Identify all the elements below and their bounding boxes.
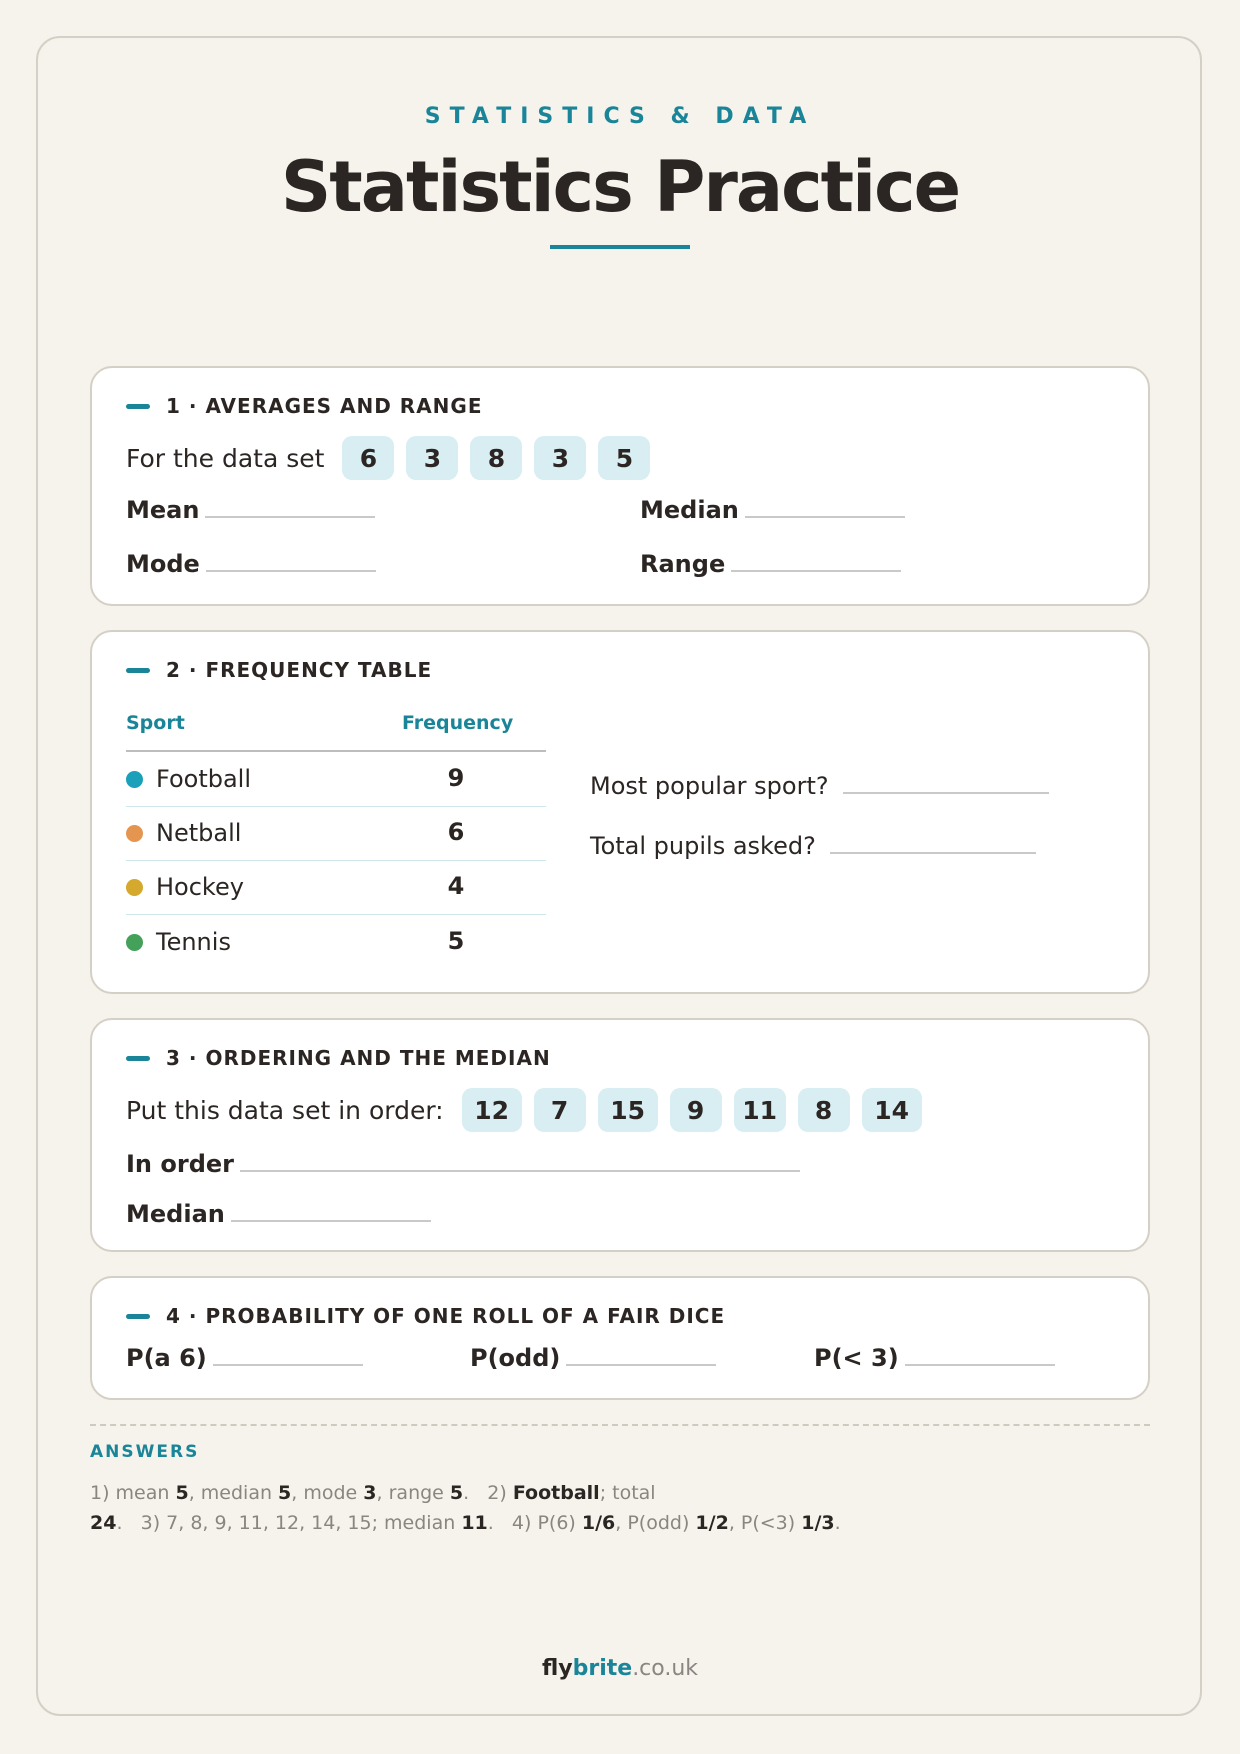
section-frequency-card <box>90 630 1150 994</box>
p-less-three-answer-line[interactable] <box>905 1364 1055 1366</box>
data-chip: 12 <box>462 1088 522 1132</box>
heading-dash <box>126 1056 150 1061</box>
question-text: Total pupils asked? <box>590 832 816 860</box>
section-heading <box>126 1046 551 1070</box>
sport-color-dot <box>126 879 143 896</box>
range-field <box>640 550 901 578</box>
answers-text: 1) mean 5, median 5, mode 3, range 5. 2) Football; total 24. 3) 7, 8, 9, 11, 12, 14, 15; median 11. 4) P(6) 1/6, P(odd) 1/2, P(<3) 1/3. <box>90 1482 841 1534</box>
mean-answer-line[interactable] <box>205 516 375 518</box>
section-median-card <box>90 1018 1150 1252</box>
mean-field <box>126 496 375 524</box>
sport-name: Netball <box>156 819 242 847</box>
median-label: Median <box>126 1200 225 1228</box>
data-chip: 3 <box>534 436 586 480</box>
data-set-row <box>126 436 662 480</box>
sport-frequency: 9 <box>447 764 465 792</box>
data-chip: 11 <box>734 1088 786 1132</box>
footer-brand <box>0 1656 1240 1681</box>
section-averages-card <box>90 366 1150 606</box>
median-field <box>640 496 905 524</box>
mode-answer-line[interactable] <box>206 570 376 572</box>
sport-color-dot <box>126 934 143 951</box>
section-heading-text: 3 · ORDERING AND THE MEDIAN <box>166 1046 551 1070</box>
page-kicker: STATISTICS & DATA <box>424 104 816 129</box>
p-less-three-field <box>814 1344 1055 1372</box>
column-header-frequency: Frequency <box>402 712 514 734</box>
sport-frequency: 6 <box>447 818 465 846</box>
sport-frequency: 5 <box>447 927 465 955</box>
data-chip: 15 <box>598 1088 658 1132</box>
brand-fly: fly <box>541 1656 573 1681</box>
sport-name: Football <box>156 765 252 793</box>
in-order-field <box>126 1150 800 1178</box>
median-field <box>126 1200 431 1228</box>
data-chip: 5 <box>598 436 650 480</box>
range-answer-line[interactable] <box>731 570 901 572</box>
data-chip: 6 <box>342 436 394 480</box>
sport-name: Hockey <box>156 873 244 901</box>
section-heading-text: 2 · FREQUENCY TABLE <box>166 658 433 682</box>
data-chip: 7 <box>534 1088 586 1132</box>
data-chip: 8 <box>798 1088 850 1132</box>
heading-dash <box>126 1314 150 1319</box>
data-chip: 8 <box>470 436 522 480</box>
section-heading <box>126 394 483 418</box>
question-text: Most popular sport? <box>590 772 829 800</box>
popular-sport-answer-line[interactable] <box>843 792 1049 794</box>
in-order-answer-line[interactable] <box>240 1170 800 1172</box>
sport-color-dot <box>126 771 143 788</box>
section-heading <box>126 1304 725 1328</box>
section-probability-card <box>90 1276 1150 1400</box>
p-odd-field <box>470 1344 716 1372</box>
mean-label: Mean <box>126 496 200 524</box>
table-row <box>126 915 546 969</box>
section-heading-text: 4 · PROBABILITY OF ONE ROLL OF A FAIR DICE <box>166 1304 726 1328</box>
table-row <box>126 806 546 861</box>
p-odd-answer-line[interactable] <box>566 1364 716 1366</box>
heading-dash <box>126 404 150 409</box>
in-order-label: In order <box>126 1150 234 1178</box>
section-heading-text: 1 · AVERAGES AND RANGE <box>166 394 483 418</box>
median-answer-line[interactable] <box>231 1220 431 1222</box>
brand-domain: .co.uk <box>632 1656 699 1681</box>
mode-label: Mode <box>126 550 200 578</box>
data-chip: 3 <box>406 436 458 480</box>
total-pupils-answer-line[interactable] <box>830 852 1036 854</box>
data-chip: 9 <box>670 1088 722 1132</box>
column-header-sport: Sport <box>126 712 185 734</box>
p-six-label: P(a 6) <box>126 1344 207 1372</box>
data-set-label: Put this data set in order: <box>126 1095 444 1125</box>
median-answer-line[interactable] <box>745 516 905 518</box>
p-six-field <box>126 1344 363 1372</box>
data-set-row <box>126 1088 934 1132</box>
brand-brite: brite <box>572 1656 633 1681</box>
answers-title: ANSWERS <box>90 1442 200 1462</box>
p-six-answer-line[interactable] <box>213 1364 363 1366</box>
data-chip: 14 <box>862 1088 922 1132</box>
answers-divider <box>90 1424 1150 1426</box>
median-label: Median <box>640 496 739 524</box>
sport-name: Tennis <box>156 928 231 956</box>
p-less-three-label: P(< 3) <box>814 1344 899 1372</box>
data-set-label: For the data set <box>126 443 325 473</box>
sport-frequency: 4 <box>447 872 465 900</box>
table-row <box>126 752 546 807</box>
sport-color-dot <box>126 825 143 842</box>
range-label: Range <box>640 550 726 578</box>
total-pupils-question <box>590 832 1036 860</box>
page-title: Statistics Practice <box>280 146 960 228</box>
heading-dash <box>126 668 150 673</box>
title-underline <box>550 245 690 249</box>
section-heading <box>126 658 432 682</box>
p-odd-label: P(odd) <box>470 1344 561 1372</box>
table-row <box>126 860 546 915</box>
mode-field <box>126 550 376 578</box>
popular-sport-question <box>590 772 1049 800</box>
